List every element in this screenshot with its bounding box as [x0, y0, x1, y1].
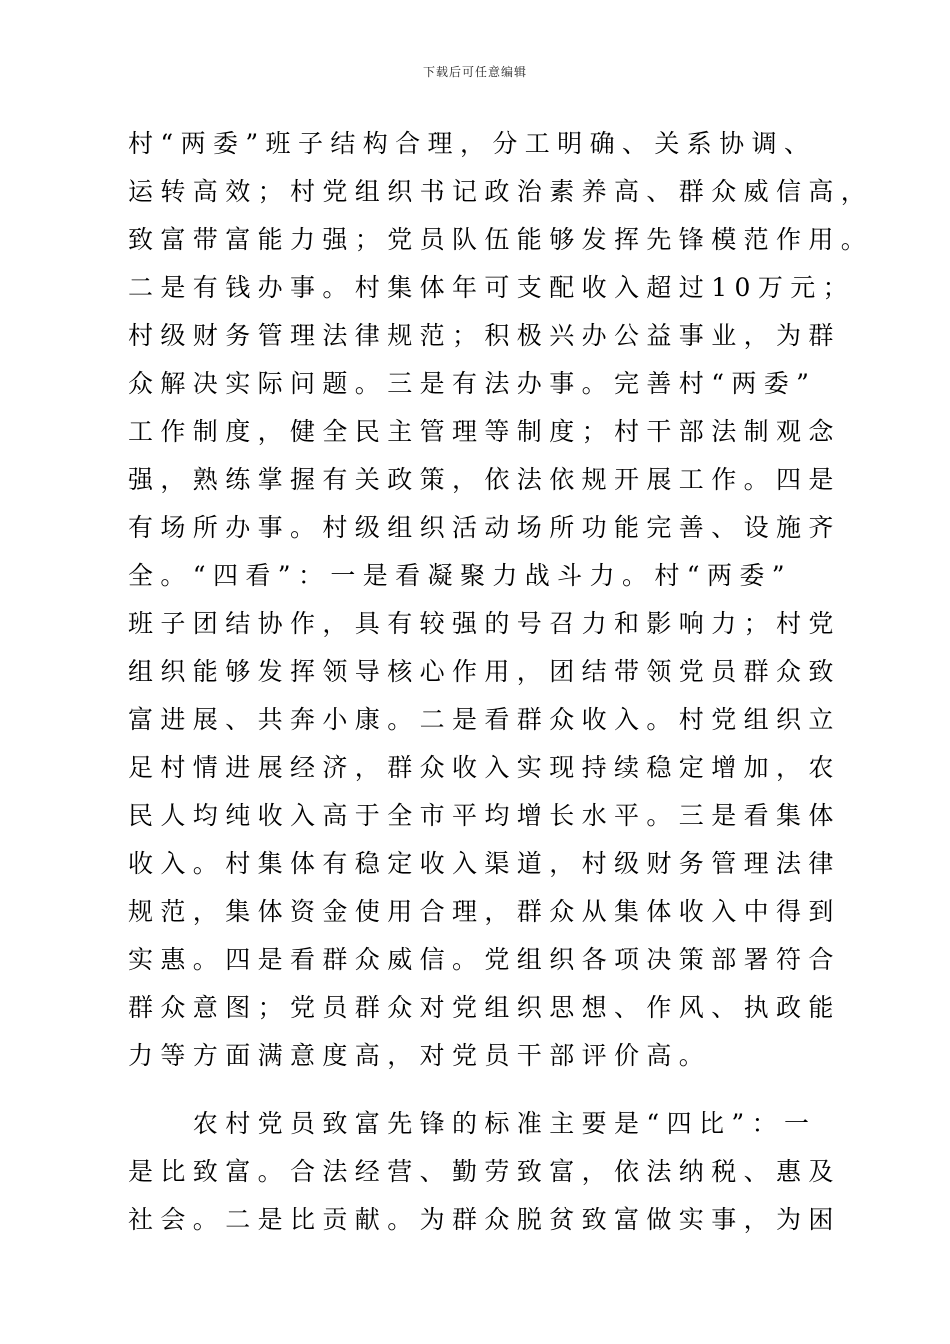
- text-line: 运转高效；村党组织书记政治素养高、群众威信高，: [128, 177, 874, 206]
- text-line: 收入。村集体有稳定收入渠道，村级财务管理法律: [128, 849, 841, 878]
- page-header: 下载后可任意编辑: [422, 65, 527, 79]
- text-line: 是比致富。合法经营、勤劳致富，依法纳税、惠及: [128, 1157, 841, 1186]
- document-body: [128, 120, 874, 1244]
- text-line: 规范，集体资金使用合理，群众从集体收入中得到: [128, 897, 841, 926]
- text-line: 班子团结协作，具有较强的号召力和影响力；村党: [128, 609, 841, 638]
- text-line: 群众意图；党员群众对党组织思想、作风、执政能: [128, 993, 841, 1022]
- text-line: 实惠。四是看群众威信。党组织各项决策部署符合: [128, 945, 841, 974]
- text-line: 众解决实际问题。三是有法办事。完善村“两委”: [128, 369, 817, 398]
- text-line: 富进展、共奔小康。二是看群众收入。村党组织立: [128, 705, 841, 734]
- text-line: 村级财务管理法律规范；积极兴办公益事业，为群: [128, 321, 841, 350]
- text-line: 力等方面满意度高，对党员干部评价高。: [128, 1041, 712, 1070]
- text-line: 二是有钱办事。村集体年可支配收入超过10万元；: [128, 273, 856, 302]
- paragraph-2: [128, 1100, 841, 1244]
- text-line: 全。“四看”：一是看凝聚力战斗力。村“两委”: [128, 561, 792, 590]
- text-line: 强，熟练掌握有关政策，依法依规开展工作。四是: [128, 465, 841, 494]
- text-line: 村“两委”班子结构合理，分工明确、关系协调、: [128, 129, 817, 158]
- text-line: 农村党员致富先锋的标准主要是“四比”：一: [128, 1109, 817, 1138]
- paragraph-1: [128, 120, 874, 1080]
- text-line: 工作制度，健全民主管理等制度；村干部法制观念: [128, 417, 841, 446]
- text-line: 组织能够发挥领导核心作用，团结带领党员群众致: [128, 657, 841, 686]
- text-line: 民人均纯收入高于全市平均增长水平。三是看集体: [128, 801, 841, 830]
- text-line: 社会。二是比贡献。为群众脱贫致富做实事，为困: [128, 1205, 841, 1234]
- paragraph-gap: [128, 1080, 828, 1100]
- text-line: 足村情进展经济，群众收入实现持续稳定增加，农: [128, 753, 841, 782]
- text-line: 有场所办事。村级组织活动场所功能完善、设施齐: [128, 513, 841, 542]
- text-line: 致富带富能力强；党员队伍能够发挥先锋模范作用。: [128, 225, 874, 254]
